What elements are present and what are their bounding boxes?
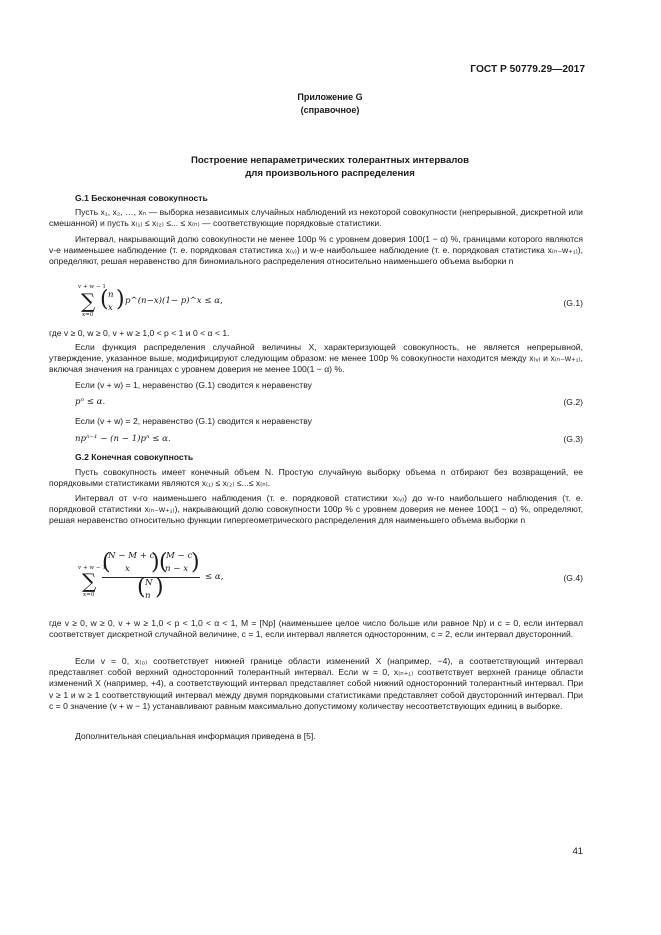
g1-paragraph-2: Интервал, накрывающий долю совокупности не менее 100p % с уровнем доверия 100(1 − α) %, границами которого являются v-е наименьшее наблюдение (т. е. порядковая статистика x₍ᵥ₎) и w-е наибольшее наблюдение (т. е. порядковая статистика x₍ₙ₋w₊₁₎), определяют, решая неравенство для биномиального распределения относительно наименьшего объема выборки n	[49, 234, 583, 267]
eq4-num-a-top: N − M + c	[108, 551, 155, 561]
right-paren: )	[191, 550, 200, 575]
eq4-number-line	[75, 573, 583, 585]
appendix-label: Приложение G	[297, 92, 363, 102]
page-title	[110, 154, 550, 181]
left-paren: (	[159, 550, 168, 575]
right-paren: )	[116, 287, 125, 312]
left-paren: (	[100, 287, 109, 312]
g1-paragraph-4: Если (v + w) = 1, неравенство (G.1) сводится к неравенству	[75, 380, 312, 390]
eq4-den-top: N	[145, 578, 153, 588]
g1-paragraph-5: Если (v + w) = 2, неравенство (G.1) сводится к неравенству	[75, 416, 312, 426]
eq4-number: (G.4)	[563, 573, 583, 583]
eq4-rest: ≤ α,	[205, 572, 224, 582]
left-paren: (	[137, 575, 146, 600]
eq1-binom-top: n	[108, 290, 114, 300]
page-number: 41	[572, 845, 583, 856]
section-heading-g2: G.2 Конечная совокупность	[75, 452, 194, 462]
eq4-den-bot: n	[145, 591, 151, 601]
eq1-number-line	[75, 298, 583, 310]
g2-paragraph-1: Пусть совокупность имеет конечный объем N. Простую случайную выборку объема n отбирают без возвращений, ее порядковыми статистиками являются x₍₁₎ ≤ x₍₂₎ ≤...≤ x₍ₙ₎.	[49, 467, 583, 489]
g1-paragraph-1: Пусть x₁, x₂, …, xₙ — выборка независимых случайных наблюдений из некоторой совокупности (непрерывной, дискретной или смешанной) и пусть x₍₁₎ ≤ x₍₂₎ ≤... ≤ x₍ₙ₎ — соответствующие порядковые статистики.	[49, 207, 583, 229]
eq1-sum-lower: x=0	[82, 312, 94, 318]
g1-paragraph-3: Если функция распределения случайной величины X, характеризующей совокупность, не является непрерывной, утверждение, указанное выше, модифицируют следующим образом: не менее 100p % совокупности находится между x₍ᵥ₎ и x₍ₙ₋w₊₁₎, включая значения на границах с уровнем доверия не менее 100(1 − α) %.	[49, 342, 583, 375]
standard-number: ГОСТ Р 50779.29—2017	[470, 64, 585, 75]
g2-paragraph-2: Интервал от v-го наименьшего наблюдения (т. е. порядковой статистики x₍ᵥ₎) до w-го наибольшего наблюдения (т. е. порядковой статистики x₍ₙ₋w₊₁₎), накрывающий долю совокупности 100p % с уровнем доверия не менее 100(1 − α) %, определяют, решая неравенство относительно функции гипергеометрического распределения для наименьшего объема выборки n	[49, 493, 583, 526]
eq3-formula: npⁿ⁻¹ − (n − 1)pⁿ ≤ α.	[75, 434, 171, 444]
left-paren: (	[102, 550, 111, 575]
eq4-sum-lower: x=0	[83, 592, 95, 598]
eq3-number: (G.3)	[563, 434, 583, 444]
eq1-number: (G.1)	[563, 298, 583, 308]
appendix-type: (справочное)	[300, 105, 360, 116]
section-heading-g1: G.1 Бесконечная совокупность	[75, 193, 208, 203]
eq2-formula: pⁿ ≤ α.	[75, 397, 106, 407]
right-paren: )	[151, 550, 160, 575]
sum-symbol: ∑	[82, 569, 97, 593]
title-line-2: для произвольного распределения	[245, 168, 415, 180]
equation-g2	[75, 397, 583, 409]
g2-paragraph-3: Если v = 0, x₍₀₎ соответствует нижней границе области изменений X (например, −4), а соответствующий интервал представляет собой верхний односторонний толерантный интервал. Если w = 0, x₍ₙ₊₁₎ соответствует верхней границе области изменений X (например, +4), а соответствующий интервал представляет собой нижний односторонний толерантный интервал. При v ≥ 1 и w ≥ 1 соответствующий интервал между двумя порядковыми статистиками представляет собой двусторонний интервал. При c = 0 значение (v + w − 1) устанавливают равным максимально допустимому количеству несоответствующих единиц в выборке.	[49, 656, 583, 711]
g2-paragraph-4: Дополнительная специальная информация приведена в [5].	[75, 731, 316, 741]
right-paren: )	[155, 575, 164, 600]
g2-condition: где v ≥ 0, w ≥ 0, v + w ≥ 1,0 < p < 1,0 < α < 1, M = [Np] (наименьшее целое число больше или равное Np) и c = 0, если интервал соответствует дискретной случайной величине, c = 1, если интервал является односторонним, c = 2, если интервал двусторонний.	[49, 618, 583, 640]
appendix-heading	[240, 91, 420, 117]
eq4-num-b-bot: n − x	[165, 564, 189, 574]
eq1-rest: p^(n−x)(1− p)^x ≤ α,	[125, 296, 223, 306]
eq4-num-a-bot: x	[125, 564, 130, 574]
equation-g3	[75, 434, 583, 446]
eq4-sum-upper: v + w − 1	[78, 565, 106, 571]
sum-symbol: ∑	[81, 289, 96, 313]
eq4-num-b-top: M − c	[166, 551, 193, 561]
g1-condition: где v ≥ 0, w ≥ 0, v + w ≥ 1,0 < p < 1 и 0 < α < 1.	[49, 328, 230, 338]
eq1-binom-bot: x	[108, 303, 113, 313]
title-line-1: Построение непараметрических толерантных интервалов	[190, 155, 470, 166]
eq1-sum-upper: v + w − 1	[78, 284, 106, 290]
eq2-number: (G.2)	[563, 397, 583, 407]
